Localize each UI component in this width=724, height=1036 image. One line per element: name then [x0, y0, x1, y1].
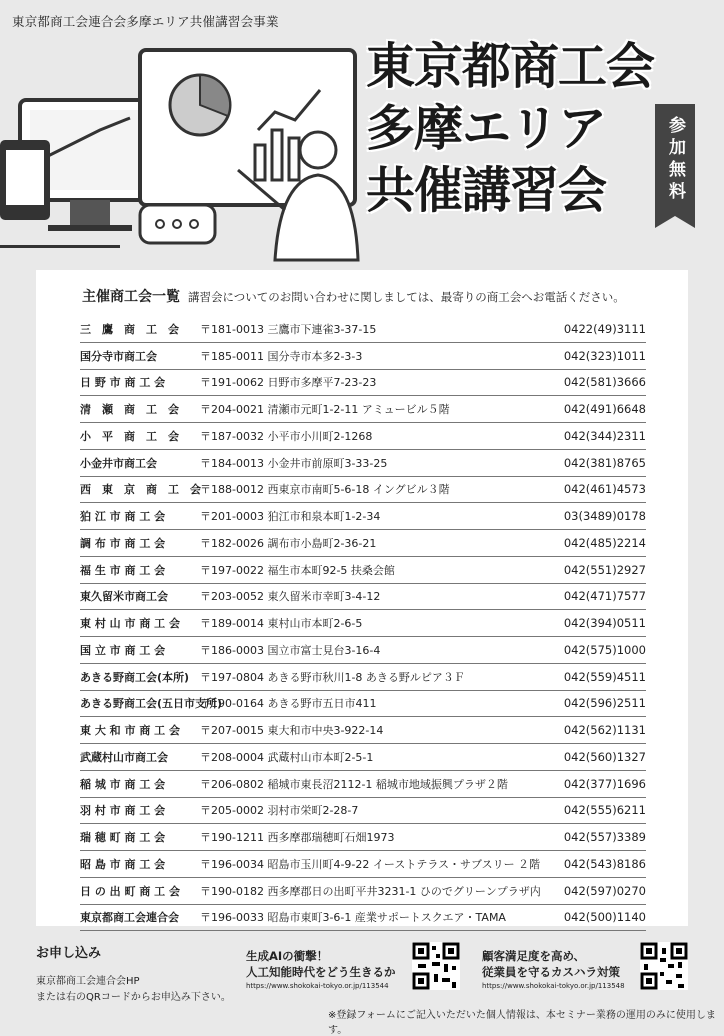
- host-name: 東 村 山 市 商 工 会: [80, 617, 180, 631]
- host-address: 〒181-0013 三鷹市下連雀3-37-15: [200, 322, 377, 336]
- table-row: [80, 905, 646, 932]
- host-address: 〒189-0014 東村山市本町2-6-5: [200, 617, 363, 631]
- table-row: [80, 477, 646, 504]
- table-row: [80, 610, 646, 637]
- host-phone: 042(323)1011: [563, 348, 646, 363]
- host-phone: 042(560)1327: [563, 749, 646, 764]
- host-name: 小 平 商 工 会: [80, 429, 179, 443]
- host-name: 東京都商工会連合会: [80, 911, 179, 925]
- host-phone: 042(500)1140: [563, 910, 646, 925]
- table-row: [80, 664, 646, 691]
- host-phone: 042(555)6211: [563, 803, 646, 818]
- host-name: 福 生 市 商 工 会: [80, 563, 166, 577]
- host-phone: 042(597)0270: [563, 883, 646, 898]
- table-row: [80, 771, 646, 798]
- host-phone: 042(575)1000: [563, 642, 646, 657]
- host-address: 〒196-0034 昭島市玉川町4-9-22 イーストテラス・サブスリー ２階: [200, 857, 541, 871]
- apply-line-1: 東京都商工会連合会HP: [36, 976, 140, 987]
- host-name: 国分寺市商工会: [80, 349, 157, 363]
- host-list: [80, 316, 646, 931]
- seminar-1-title: [246, 948, 396, 980]
- host-phone: 042(562)1131: [563, 723, 646, 738]
- host-phone: 042(551)2927: [563, 562, 646, 577]
- host-address: 〒207-0015 東大和市中央3-922-14: [200, 724, 384, 738]
- seminar-1-url[interactable]: https://www.shokokai-tokyo.or.jp/113544: [246, 982, 389, 990]
- table-row: [80, 503, 646, 530]
- title-line-2: 多摩エリア: [366, 100, 607, 157]
- host-address: 〒197-0804 あきる野市秋川1-8 あきる野ルピア３Ｆ: [200, 670, 465, 684]
- host-name: 日 の 出 町 商 工 会: [80, 884, 180, 898]
- host-phone: 042(471)7577: [563, 589, 646, 604]
- qr-code-1-icon[interactable]: [412, 942, 460, 990]
- host-address: 〒206-0802 稲城市東長沼2112-1 稲城市地域振興プラザ２階: [200, 777, 508, 791]
- host-address: 〒185-0011 国分寺市本多2-3-3: [200, 349, 363, 363]
- host-phone: 042(581)3666: [563, 375, 646, 390]
- table-row: [80, 450, 646, 477]
- host-address: 〒190-1211 西多摩郡瑞穂町石畑1973: [200, 831, 395, 845]
- host-address: 〒190-0182 西多摩郡日の出町平井3231-1 ひのでグリーンプラザ内: [200, 884, 541, 898]
- host-address: 〒196-0033 昭島市東町3-6-1 産業サポートスクエア・TAMA: [200, 911, 506, 925]
- host-name: 三 鷹 商 工 会: [80, 322, 179, 336]
- seminar-2-url[interactable]: https://www.shokokai-tokyo.or.jp/113548: [482, 982, 625, 990]
- host-phone: 042(394)0511: [563, 616, 646, 631]
- host-name: 瑞 穂 町 商 工 会: [80, 831, 166, 845]
- seminar-2-line-2: 従業員を守るカスハラ対策: [482, 965, 620, 979]
- host-phone: 0422(49)3111: [563, 321, 646, 336]
- host-name: 稲 城 市 商 工 会: [80, 777, 166, 791]
- host-name: 小金井市商工会: [80, 456, 157, 470]
- table-row: [80, 557, 646, 584]
- host-phone: 042(557)3389: [563, 830, 646, 845]
- host-address: 〒208-0004 武蔵村山市本町2-5-1: [200, 750, 374, 764]
- host-name: 昭 島 市 商 工 会: [80, 857, 166, 871]
- table-row: [80, 744, 646, 771]
- table-row: [80, 316, 646, 343]
- host-phone: 042(344)2311: [563, 428, 646, 443]
- presentation-illustration-icon: [0, 30, 360, 260]
- title-line-3: 共催講習会: [366, 162, 607, 219]
- host-name: 羽 村 市 商 工 会: [80, 804, 166, 818]
- host-name: 西 東 京 商 工 会: [80, 483, 201, 497]
- table-row: [80, 584, 646, 611]
- host-phone: 03(3489)0178: [563, 509, 646, 524]
- host-name: 調 布 市 商 工 会: [80, 536, 166, 550]
- host-address: 〒188-0012 西東京市南町5-6-18 イングビル３階: [200, 483, 450, 497]
- privacy-note: ※登録フォームにご記入いただいた個人情報は、本セミナー業務の運用のみに使用します。: [328, 1010, 716, 1036]
- apply-line-2: または右のQRコードからお申込み下さい。: [36, 992, 231, 1003]
- qr-code-2-icon[interactable]: [640, 942, 688, 990]
- host-address: 〒187-0032 小平市小川町2-1268: [200, 429, 373, 443]
- host-address: 〒190-0164 あきる野市五日市411: [200, 697, 377, 711]
- host-address: 〒204-0021 清瀬市元町1-2-11 アミュービル５階: [200, 403, 450, 417]
- host-name: 国 立 市 商 工 会: [80, 643, 166, 657]
- table-row: [80, 878, 646, 905]
- table-row: [80, 798, 646, 825]
- table-row: [80, 717, 646, 744]
- host-address: 〒184-0013 小金井市前原町3-33-25: [200, 456, 388, 470]
- list-heading: 主催商工会一覧: [82, 289, 180, 305]
- host-phone: 042(377)1696: [563, 776, 646, 791]
- title-line-1: 東京都商工会: [366, 38, 655, 95]
- host-address: 〒186-0003 国立市富士見台3-16-4: [200, 643, 381, 657]
- host-phone: 042(461)4573: [563, 482, 646, 497]
- host-phone: 042(485)2214: [563, 535, 646, 550]
- host-name: 東 大 和 市 商 工 会: [80, 724, 180, 738]
- host-address: 〒197-0022 福生市本町92-5 扶桑会館: [200, 563, 395, 577]
- host-address: 〒201-0003 狛江市和泉本町1-2-34: [200, 510, 381, 524]
- list-header: [82, 286, 682, 306]
- seminar-2-line-1: 顧客満足度を高め、: [482, 949, 586, 963]
- host-name: 武蔵村山市商工会: [80, 750, 168, 764]
- table-row: [80, 423, 646, 450]
- table-row: [80, 691, 646, 718]
- seminar-1-line-1: 生成AIの衝撃！: [246, 949, 329, 963]
- host-phone: 042(543)8186: [563, 856, 646, 871]
- free-badge: 参加無料: [655, 104, 695, 216]
- host-address: 〒191-0062 日野市多摩平7-23-23: [200, 376, 377, 390]
- table-row: [80, 370, 646, 397]
- host-phone: 042(596)2511: [563, 696, 646, 711]
- host-phone: 042(559)4511: [563, 669, 646, 684]
- host-address: 〒205-0002 羽村市栄町2-28-7: [200, 804, 359, 818]
- host-address: 〒203-0052 東久留米市幸町3-4-12: [200, 590, 381, 604]
- host-name: あきる野商工会(五日市支所): [80, 697, 223, 711]
- host-name: 東久留米市商工会: [80, 590, 168, 604]
- host-list-panel: [36, 270, 688, 926]
- table-row: [80, 637, 646, 664]
- host-phone: 042(381)8765: [563, 455, 646, 470]
- table-row: [80, 530, 646, 557]
- list-note: 講習会についてのお問い合わせに関しましては、最寄りの商工会へお電話ください。: [188, 290, 625, 304]
- host-name: 狛 江 市 商 工 会: [80, 510, 166, 524]
- table-row: [80, 851, 646, 878]
- table-row: [80, 343, 646, 370]
- table-row: [80, 396, 646, 423]
- host-address: 〒182-0026 調布市小島町2-36-21: [200, 536, 377, 550]
- seminar-1-line-2: 人工知能時代をどう生きるか: [246, 965, 396, 979]
- host-name: 清 瀬 商 工 会: [80, 403, 179, 417]
- apply-title: お申し込み: [36, 946, 102, 961]
- host-phone: 042(491)6648: [563, 402, 646, 417]
- host-name: 日 野 市 商 工 会: [80, 376, 166, 390]
- table-row: [80, 824, 646, 851]
- organizer-label: 東京都商工会連合会多摩エリア共催講習会事業: [12, 14, 279, 29]
- footer: [0, 932, 724, 1036]
- seminar-2-title: [482, 948, 620, 980]
- host-name: あきる野商工会(本所): [80, 670, 190, 684]
